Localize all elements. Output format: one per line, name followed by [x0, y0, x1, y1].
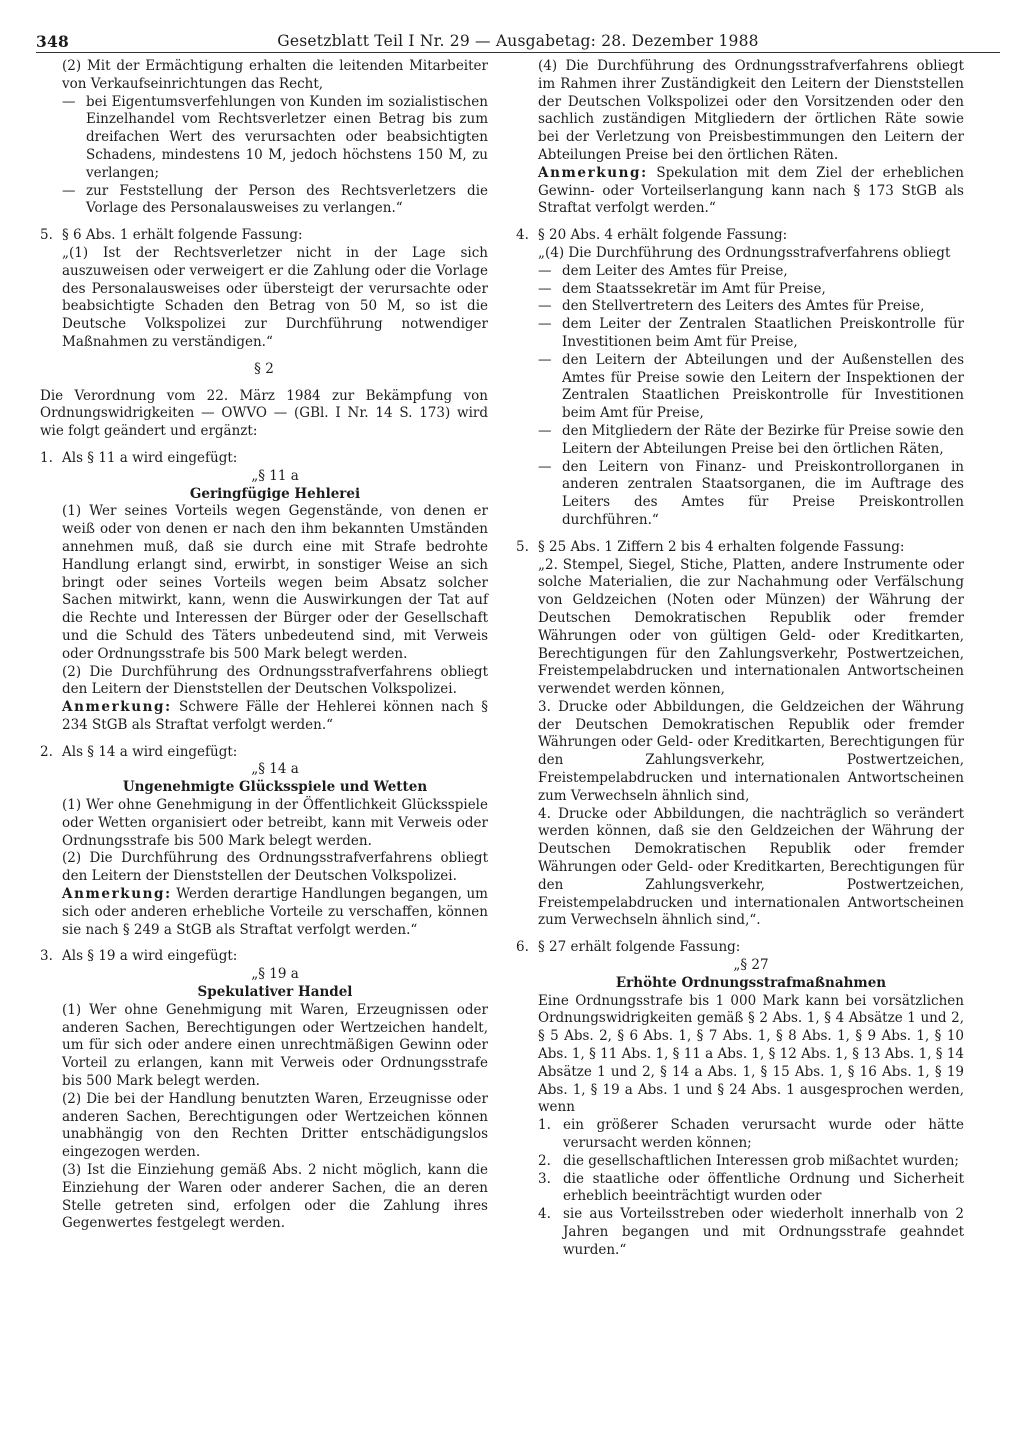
dash-item: — dem Leiter der Zentralen Staatlichen Preiskontrolle für Investitionen beim Amt für Preise, — [538, 316, 964, 350]
paragraph-title: Erhöhte Ordnungsstrafmaßnahmen — [615, 974, 887, 991]
dash-item: — den Mitgliedern der Räte der Bezirke für Preise sowie den Leitern der Abteilungen Preise bei den örtlichen Räten, — [538, 422, 964, 457]
paragraph-number: „§ 11 a — [251, 467, 299, 484]
list-item-5: 5. § 6 Abs. 1 erhält folgende Fassung: — [40, 227, 303, 244]
dash-item: — zur Feststellung der Person des Rechtsverletzers die Vorlage des Personalausweises zu verlangen.“ — [62, 182, 488, 217]
gazette-title: Gesetzblatt Teil I Nr. 29 — Ausgabetag: 28. Dezember 1988 — [277, 32, 759, 50]
note: Anmerkung: Spekulation mit dem Ziel der erheblichen Gewinn- oder Vorteilserlangung kann nach § 173 StGB als Straftat verfolgt werden.“ — [538, 164, 964, 217]
header-rule — [36, 52, 1000, 53]
paragraph-text: (2) Die Durchführung des Ordnungsstrafverfahrens obliegt den Leitern der Dienststellen der Deutschen Volkspolizei. — [62, 850, 488, 885]
paragraph-authorization: (2) Mit der Ermächtigung erhalten die leitenden Mitarbeiter von Verkaufseinrichtungen das Recht, — [62, 58, 488, 92]
paragraph-text: „(4) Die Durchführung des Ordnungsstrafverfahrens obliegt — [538, 244, 951, 261]
paragraph-title: Ungenehmigte Glücksspiele und Wetten — [122, 779, 428, 796]
intro-paragraph: Die Verordnung vom 22. März 1984 zur Bekämpfung von Ordnungswidrigkeiten — OWVO — (GBl. I Nr. 14 S. 173) wird wie folgt geändert und ergänzt: — [40, 387, 488, 440]
clause-3: 3. Drucke oder Abbildungen, die Geldzeichen der Währung der Deutschen Demokratischen Republik oder fremder Währungen oder Geld- oder Kreditkarten, Berechtigungen für den Zahlungsverkehr, Postwertzeichen, Freistempelabdrucken und internationalen Antwortscheinen zum Verwechseln ähnlich sind, — [538, 698, 964, 804]
note: Anmerkung: Schwere Fälle der Hehlerei können nach § 234 StGB als Straftat verfolgt werden.“ — [62, 699, 488, 733]
paragraph-title: Spekulativer Handel — [197, 984, 353, 1001]
list-item-1: 1. Als § 11 a wird eingefügt: — [40, 449, 238, 466]
dash-item: — dem Leiter des Amtes für Preise, — [538, 262, 788, 279]
page-header — [36, 30, 1000, 52]
note: Anmerkung: Werden derartige Handlungen begangen, um sich oder anderen erhebliche Vorteile zu verschaffen, können sie nach § 249 a StGB als Straftat verfolgt werden.“ — [62, 886, 488, 938]
section-heading: § 2 — [254, 360, 274, 377]
paragraph-text: (3) Ist die Einziehung gemäß Abs. 2 nicht möglich, kann die Einziehung der Waren oder anderer Sachen, die an deren Stelle getreten sind, erfolgen oder die Zahlung ihres Gegenwertes festgelegt werden. — [62, 1162, 488, 1232]
list-item-3: 3. Als § 19 a wird eingefügt: — [40, 948, 238, 965]
left-column — [40, 58, 488, 1233]
paragraph-text: Eine Ordnungsstrafe bis 1 000 Mark kann bei vorsätzlichen Ordnungswidrigkeiten gemäß § 2 Abs. 1, § 4 Absätze 1 und 2, § 5 Abs. 2, § 6 Abs. 1, § 7 Abs. 1, § 8 Abs. 1, § 9 Abs. 1, § 10 Abs. 1, § 11 Abs. 1, § 11 a Abs. 1, § 12 Abs. 1, § 13 Abs. 1, § 14 Absätze 1 und 2, § 14 a Abs. 1, § 15 Abs. 1, § 16 Abs. 1, § 19 Abs. 1, § 19 a Abs. 1 und § 24 Abs. 1 ausgesprochen werden, wenn — [538, 992, 964, 1116]
paragraph-text: (1) Wer seines Vorteils wegen Gegenstände, von denen er weiß oder von denen er nach den ihm bekannten Umständen annehmen muß, daß sie durch eine mit Strafe bedrohte Handlung erlangt sind, erwirbt, in sonstiger Weise an sich bringt oder seines Vorteils wegen beim Absatz solcher Sachen mitwirkt, kann, wenn die Auswirkungen der Tat auf die Rechte und Interessen der Bürger oder der Gesellschaft und die Schuld des Täters unbedeutend sind, mit Verweis oder Ordnungsstrafe bis 500 Mark belegt werden. — [62, 503, 488, 662]
list-item-5: 5. § 25 Abs. 1 Ziffern 2 bis 4 erhalten folgende Fassung: — [516, 538, 905, 555]
paragraph-number: „§ 27 — [733, 957, 769, 974]
sub-list-item: 3. die staatliche oder öffentliche Ordnung und Sicherheit erheblich beeinträchtigt wurden oder — [538, 1170, 964, 1205]
sub-list-item: 2. die gesellschaftlichen Interessen grob mißachtet wurden; — [538, 1152, 959, 1169]
dash-item: — den Stellvertretern des Leiters des Amtes für Preise, — [538, 298, 925, 315]
list-item-6: 6. § 27 erhält folgende Fassung: — [516, 939, 741, 956]
list-item-4: 4. § 20 Abs. 4 erhält folgende Fassung: — [516, 227, 788, 244]
amendment-text: „(1) Ist der Rechtsverletzer nicht in der Lage sich auszuweisen oder verweigert er die Zahlung oder die Vorlage des Personalausweises oder übersteigt der verursachte oder beabsichtigte Schaden den Betrag von 50 M, so ist die Deutsche Volkspolizei zur Durchführung notwendiger Maßnahmen zu verständigen.“ — [62, 244, 488, 350]
list-item-2: 2. Als § 14 a wird eingefügt: — [40, 743, 238, 760]
clause-2: „2. Stempel, Siegel, Stiche, Platten, andere Instrumente oder solche Materialien, die zur Nachahmung oder Verfälschung von Geldzeichen (Noten oder Münzen) der Währung der Deutschen Demokratischen Republik oder fremder Währungen oder von gültigen Geld- oder Kreditkarten, Berechtigungen für den Zahlungsverkehr, Postwertzeichen, Freistempelabdrucken und internationalen Antwortscheinen verwendet werden können, — [538, 556, 964, 698]
dash-item: — bei Eigentumsverfehlungen von Kunden im sozialistischen Einzelhandel vom Rechtsverletzer einen Betrag bis zum dreifachen Wert des verursachten oder beabsichtigten Schadens, mindestens 10 M, jedoch höchstens 150 M, zu verlangen; — [62, 93, 488, 181]
paragraph-number: „§ 14 a — [251, 761, 299, 778]
paragraph-number: „§ 19 a — [251, 966, 299, 983]
paragraph-text: (2) Die Durchführung des Ordnungsstrafverfahrens obliegt den Leitern der Dienststellen der Deutschen Volkspolizei. — [62, 663, 488, 698]
dash-item: — den Leitern von Finanz- und Preiskontrollorganen in anderen zentralen Staatsorganen, die im Auftrage des Leiters des Amtes für Preise Preiskontrollen durchführen.“ — [538, 458, 964, 528]
paragraph-text: (1) Wer ohne Genehmigung mit Waren, Erzeugnissen oder anderen Sachen, Berechtigungen oder Wertzeichen handelt, um für sich oder andere einen unrechtmäßigen Gewinn oder Vorteil zu erlangen, kann mit Verweis oder Ordnungsstrafe bis 500 Mark belegt werden. — [62, 1001, 488, 1090]
paragraph-title: Geringfügige Hehlerei — [189, 485, 361, 502]
paragraph-text: (4) Die Durchführung des Ordnungsstrafverfahrens obliegt im Rahmen ihrer Zuständigkeit den Leitern der Dienststellen der Deutschen Volkspolizei oder den Vorsitzenden oder den sachlich zuständigen Mitgliedern der örtlichen Räte sowie bei der Verletzung von Preisbestimmungen den Leitern der Abteilungen Preise bei den örtlichen Räten. — [538, 58, 964, 163]
right-column — [516, 58, 964, 1260]
sub-list-item: 1. ein größerer Schaden verursacht wurde oder hätte verursacht werden können; — [538, 1117, 964, 1152]
sub-list-item: 4. sie aus Vorteilsstreben oder wiederholt innerhalb von 2 Jahren begangen und mit Ordnungsstrafe geahndet wurden.“ — [538, 1206, 964, 1258]
dash-item: — dem Staatssekretär im Amt für Preise, — [538, 280, 826, 297]
page-number: 348 — [36, 32, 69, 51]
clause-4: 4. Drucke oder Abbildungen, die nachträglich so verändert werden können, daß sie den Geldzeichen der Währung der Deutschen Demokratischen Republik oder fremder Währungen oder Geld- oder Kreditkarten, Berechtigungen für den Zahlungsverkehr, Postwertzeichen, Freistempelabdrucken und internationalen Antwortscheinen zum Verwechseln ähnlich sind,“. — [538, 805, 964, 929]
paragraph-text: (1) Wer ohne Genehmigung in der Öffentlichkeit Glücksspiele oder Wetten organisiert oder betreibt, kann mit Verweis oder Ordnungsstrafe bis 500 Mark belegt werden. — [62, 797, 488, 849]
paragraph-text: (2) Die bei der Handlung benutzten Waren, Erzeugnisse oder anderen Sachen, Berechtigungen oder Wertzeichen können unabhängig von den Rechten Dritter entschädigungslos eingezogen werden. — [62, 1090, 488, 1161]
dash-item: — den Leitern der Abteilungen und der Außenstellen des Amtes für Preise sowie den Leitern der Inspektionen der Zentralen Staatlichen Preiskontrolle für Investitionen beim Amt für Preise, — [538, 351, 964, 422]
